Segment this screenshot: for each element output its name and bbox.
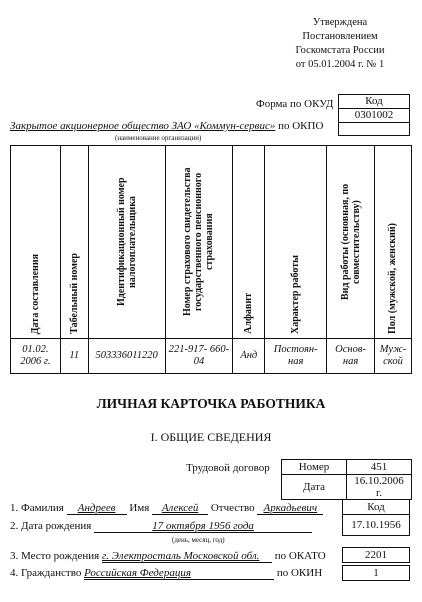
citizenship-value: Российская Федерация — [84, 567, 191, 579]
employee-summary-table — [10, 145, 412, 374]
table-header-cell: Алфавит — [233, 146, 265, 339]
okin-label: по ОКИН — [276, 567, 323, 579]
okin-code: 1 — [342, 565, 410, 581]
document-title: ЛИЧНАЯ КАРТОЧКА РАБОТНИКА — [96, 396, 326, 411]
contract-number-label: Номер — [282, 460, 347, 475]
birth-place-value: г. Электросталь Московской обл. — [101, 550, 260, 562]
contract-date: 16.10.2006 г. — [347, 475, 412, 500]
contract-label: Трудовой договор — [186, 462, 270, 474]
approval-block — [270, 16, 410, 72]
table-row — [11, 339, 412, 374]
surname-value: Андреев — [77, 502, 116, 514]
table-header-row — [11, 146, 412, 339]
table-header-cell: Табельный номер — [60, 146, 88, 339]
birth-date-value: 17 октября 1956 года — [152, 520, 254, 532]
name-label: Имя — [129, 502, 150, 514]
table-cell: Муж- ской — [374, 339, 411, 374]
code-header: Код — [338, 94, 410, 109]
approval-line: Утверждена — [312, 17, 368, 28]
okud-code: 0301002 — [338, 108, 410, 123]
table-cell: Постоян- ная — [265, 339, 327, 374]
patronymic-label: Отчество — [210, 502, 255, 514]
contract-date-label: Дата — [282, 475, 347, 500]
citizenship-label: 4. Гражданство — [10, 567, 82, 579]
table-header-cell: Характер работы — [265, 146, 327, 339]
organization-note: (наименование организации) — [115, 134, 202, 142]
field-birth-place — [10, 550, 326, 563]
patronymic-value: Аркадьевич — [263, 502, 318, 514]
table-cell: 221-917- 660-04 — [165, 339, 233, 374]
okato-code: 2201 — [342, 547, 410, 563]
table-cell: Основ- ная — [327, 339, 375, 374]
contract-number: 451 — [347, 460, 412, 475]
table-cell: Анд — [233, 339, 265, 374]
table-header-cell: Вид работы (основная, по совместительству) — [327, 146, 375, 339]
okpo-code — [338, 122, 410, 136]
fields-code-header: Код — [342, 499, 410, 515]
table-header-cell: Номер страхового свидетельства государственного пенсионного страхования — [165, 146, 233, 339]
organization-line — [10, 120, 323, 132]
approval-line: от 05.01.2004 г. № 1 — [295, 59, 385, 70]
birth-date-code: 17.10.1956 — [342, 514, 410, 536]
table-cell: 11 — [60, 339, 88, 374]
okud-label: Форма по ОКУД — [256, 98, 334, 110]
contract-table — [281, 459, 412, 500]
birth-date-note: (день, месяц, год) — [172, 536, 225, 544]
table-header-cell: Дата составления — [11, 146, 61, 339]
okato-label: по ОКАТО — [274, 550, 326, 562]
table-cell: 503336011220 — [88, 339, 165, 374]
organization-name: Закрытое акционерное общество ЗАО «Коммун-сервис» — [10, 120, 276, 132]
approval-line: Госкомстата России — [295, 45, 385, 56]
table-header-cell: Идентификационный номер налогоплательщика — [88, 146, 165, 339]
okpo-label: по ОКПО — [278, 120, 324, 132]
birth-place-label: 3. Место рождения — [10, 550, 100, 562]
table-cell: 01.02. 2006 г. — [11, 339, 61, 374]
name-value: Алексей — [161, 502, 199, 514]
table-header-cell: Пол (мужской, женский) — [374, 146, 411, 339]
approval-line: Постановлением — [302, 31, 378, 42]
birth-date-label: 2. Дата рождения — [10, 520, 92, 532]
field-citizenship — [10, 567, 322, 580]
field-name — [10, 502, 323, 515]
section-title: I. ОБЩИЕ СВЕДЕНИЯ — [150, 430, 272, 444]
field-birth-date — [10, 520, 312, 533]
surname-label: 1. Фамилия — [10, 502, 64, 514]
